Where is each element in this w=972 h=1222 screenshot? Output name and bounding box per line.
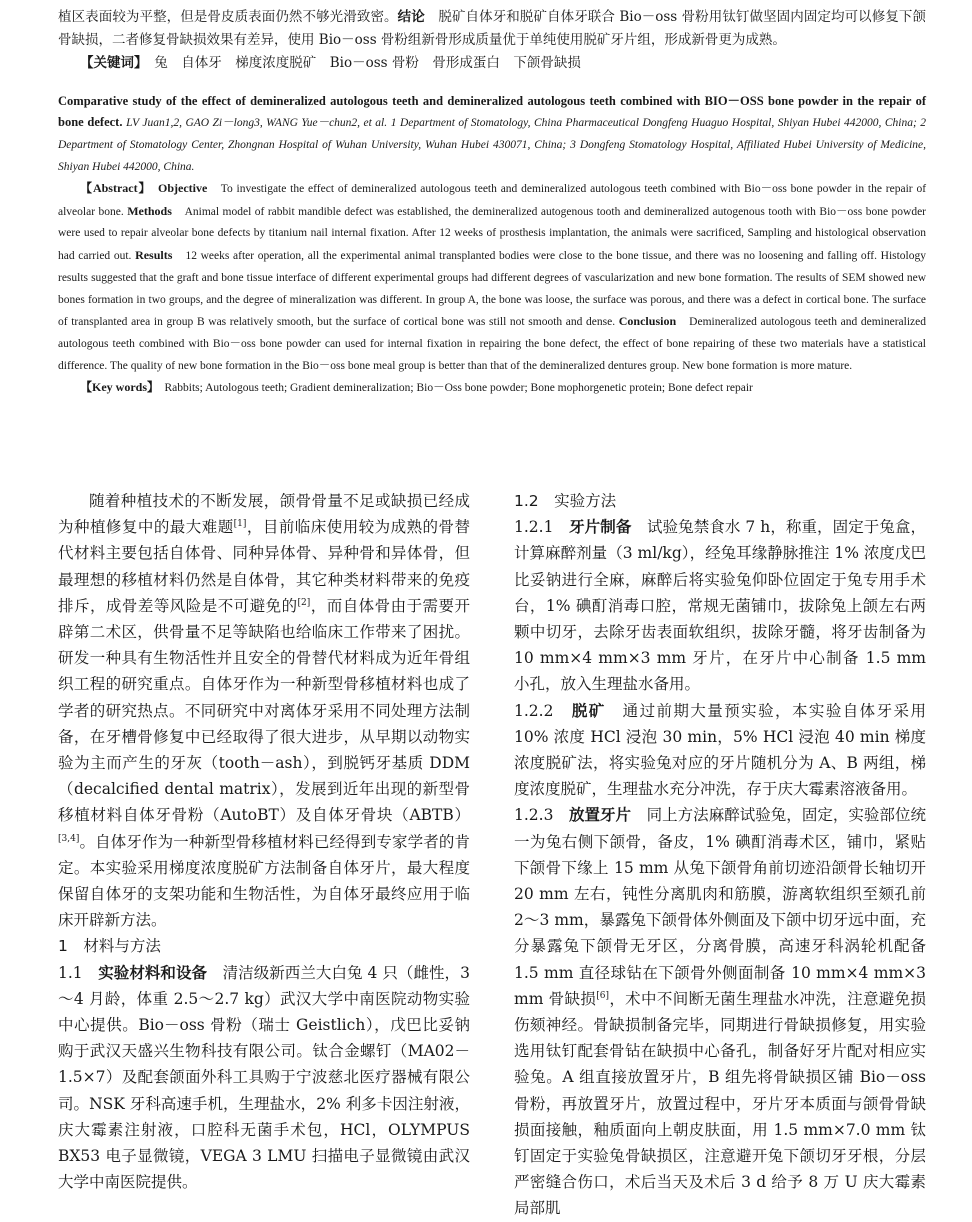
en-affiliations: 1 Department of Stomatology, China Pharmaceutical Dongfeng Huaguo Hospital, Shiyan Hubei 442000, China; 2 Department of Stomatology Center, Zhongnan Hospital of Wuhan University, Wuhan Hubei 430071, China; 3 Dongfeng Stomatology Hospital, Affiliated Hubei University of Medicine, Shiyan Hubei 442000, China.	[58, 117, 926, 173]
section-1-heading: 1 材料与方法	[58, 937, 161, 956]
cn-conclusion-text: 脱矿自体牙和脱矿自体牙联合 Bio－oss 骨粉用钛钉做坚固内固定均可以修复下颌骨缺损，二者修复骨缺损效果有差异，使用 Bio－oss 骨粉组新骨形成质量优于单纯使用脱矿牙片组，形成新骨更为成熟。	[58, 9, 927, 48]
intro-paragraph: 随着种植技术的不断发展，颌骨骨量不足或缺损已经成为种植修复中的最大难题[1]，目前临床使用较为成熟的骨替代材料主要包括自体骨、同种异体骨、异种骨和异体骨，但最理想的移植材料仍然是自体骨，其它种类材料带来的免疫排斥，成骨差等风险是不可避免的[2]，而自体骨由于需要开辟第二术区，供骨量不足等缺陷也给临床工作带来了困扰。研发一种具有生物活性并且安全的骨替代材料成为近年骨组织工程的研究重点。自体牙作为一种新型骨移植材料也成了学者的研究热点。不同研究中对离体牙采用不同处理方法制备，在牙槽骨修复中已经取得了很大进步，从早期以动物实验为主而产生的牙灰（tooth－ash），到脱钙牙基质 DDM（decalcified dental matrix），发展到近年出现的新型骨移植材料自体牙骨粉（AutoBT）及自体牙骨块（ABTB）[3,4]。自体牙作为一种新型骨移植材料已经得到专家学者的肯定。本实验采用梯度浓度脱矿方法制备自体牙片，最大程度保留自体牙的支架功能和生物活性，为自体牙最终应用于临床开辟新方法。	[58, 492, 470, 930]
section-1-2-1: 1.2.1 牙片制备 试验兔禁食水 7 h，称重，固定于兔盒，计算麻醉剂量（3 ml/kg），经兔耳缘静脉推注 1% 浓度戊巴比妥钠进行全麻，麻醉后将实验兔仰卧位固定于兔专用手术台，1% 碘酊消毒口腔，常规无菌铺巾，拔除兔上颌左右两颗中切牙，去除牙齿表面软组织，拔除牙髓，将牙齿制备为 10 mm×4 mm×3 mm 牙片，在牙片中心制备 1.5 mm 小孔，放入生理盐水备用。	[514, 518, 926, 694]
page-top	[58, 6, 926, 399]
body-columns	[58, 488, 926, 1222]
en-keywords: 【Key words】 Rabbits; Autologous teeth; Gradient demineralization; Bio－Oss bone powder; Bone mophorgenetic protein; Bone defect repair	[80, 380, 753, 395]
en-abstract: 【Abstract】 Objective To investigate the effect of demineralized autologous teeth and demineralized autologous teeth combined with Bio－oss bone powder in the repair of alveolar bone. Methods Animal model of rabbit mandible defect was established, the demineralized autogenous tooth and demineralized autogenous tooth with Bio－oss bone powder were used to repair alveolar bone defects by titanium nail internal fixation. After 12 weeks of prosthesis implantation, the animals were sacrificed, Sampling and histological observation had carried out. Results 12 weeks after operation, all the experimental animal transplanted bodies were close to the bone tissue, and there was no loosening and falling off. Histology results suggested that the graft and bone tissue interface of different experimental groups had different degrees of vascularization and new bone formation. The results of SEM showed new bones formation in two groups, and the degree of mineralization was different. In group A, the bone was loose, the surface was porous, and there was a defect in cortical bone. The surface of transplanted area in group B was relatively smooth, but the surface of cortical bone was still not smooth and dense. Conclusion Demineralized autologous teeth and demineralized autologous teeth combined with Bio－oss bone powder can used for internal fixation in repairing the bone defect, the effect of bone repairing of these two materials have a statistical difference. The quality of new bone formation in the Bio－oss bone meal group is better than that of the demineralized dentures group. New bone formation is more mature.	[58, 181, 927, 372]
section-1-2-2: 1.2.2 脱矿 通过前期大量预实验，本实验自体牙采用 10% 浓度 HCl 浸泡 30 min，5% HCl 浸泡 40 min 梯度浓度脱矿法，将实验兔对应的牙片随机分为 A、B 两组，梯度浓度脱矿，生理盐水充分冲洗，存于庆大霉素溶液备用。	[514, 701, 926, 799]
left-column	[58, 488, 470, 1222]
en-title: Comparative study of the effect of demineralized autologous teeth and demineralized autologous teeth combined with BIO－OSS bone powder in the repair of bone defect. LV Juan1,2, GAO Zi－long3, WANG Yue－chun2, et al. 1 Department of Stomatology, China Pharmaceutical Dongfeng Huaguo Hospital, Shiyan Hubei 442000, China; 2 Department of Stomatology Center, Zhongnan Hospital of Wuhan University, Wuhan Hubei 430071, China; 3 Dongfeng Stomatology Hospital, Affiliated Hubei University of Medicine, Shiyan Hubei 442000, China.	[58, 94, 926, 173]
right-column	[514, 488, 926, 1222]
section-1-1: 1.1 实验材料和设备 清洁级新西兰大白兔 4 只（雌性，3～4 月龄，体重 2.5～2.7 kg）武汉大学中南医院动物实验中心提供。Bio－oss 骨粉（瑞士 Geistlich），戊巴比妥钠购于武汉天盛兴生物科技有限公司。钛合金螺钉（MA02－1.5×7）及配套颌面外科工具购于宁波慈北医疗器械有限公司。NSK 牙科高速手机，生理盐水，2% 利多卡因注射液，庆大霉素注射液，口腔科无菌手术包，HCl，OLYMPUS BX53 电子显微镜，VEGA 3 LMU 扫描电子显微镜由武汉大学中南医院提供。	[58, 963, 470, 1192]
en-authors: LV Juan1,2, GAO Zi－long3, WANG Yue－chun2, et al.	[126, 117, 388, 129]
cn-keywords: 【关键词】 兔 自体牙 梯度浓度脱矿 Bio－oss 骨粉 骨形成蛋白 下颌骨缺损	[80, 55, 581, 71]
cn-abstract-tail: 植区表面较为平整，但是骨皮质表面仍然不够光滑致密。结论 脱矿自体牙和脱矿自体牙联合 Bio－oss 骨粉用钛钉做坚固内固定均可以修复下颌骨缺损，二者修复骨缺损效果有差异，使用 Bio－oss 骨粉组新骨形成质量优于单纯使用脱矿牙片组，形成新骨更为成熟。	[58, 9, 927, 48]
cn-conclusion-label: 结论	[397, 9, 425, 25]
section-1-2-3: 1.2.3 放置牙片 同上方法麻醉试验兔，固定，实验部位统一为兔右侧下颌骨，备皮，1% 碘酊消毒术区，铺巾，紧贴下颌骨下缘上 15 mm 从兔下颌骨角前切迹沿颌骨长轴切开 20 mm 左右，钝性分离肌肉和筋膜，游离软组织至颏孔前 2～3 mm，暴露兔下颌骨体外侧面及下颌中切牙远中面，充分暴露兔下颌骨无牙区，分离骨膜，高速牙科涡轮机配备 1.5 mm 直径球钻在下颌骨外侧面制备 10 mm×4 mm×3 mm 骨缺损[6]，术中不间断无菌生理盐水冲洗，注意避免损伤颏神经。骨缺损制备完毕，同期进行骨缺损修复，用实验选用钛钉配套骨钻在缺损中心备孔，制备好牙片配对相应实验兔。A 组直接放置牙片，B 组先将骨缺损区铺 Bio－oss 骨粉，再放置牙片，放置过程中，牙片牙本质面与颌骨骨缺损面接触，釉质面向上朝皮肤面，用 1.5 mm×7.0 mm 钛钉固定于实验兔骨缺损区，注意避开兔下颌切牙牙根，分层严密缝合伤口，术后当天及术后 3 d 给予 8 万 U 庆大霉素局部肌	[514, 806, 926, 1218]
section-1-2-heading: 1.2 实验方法	[514, 492, 617, 510]
